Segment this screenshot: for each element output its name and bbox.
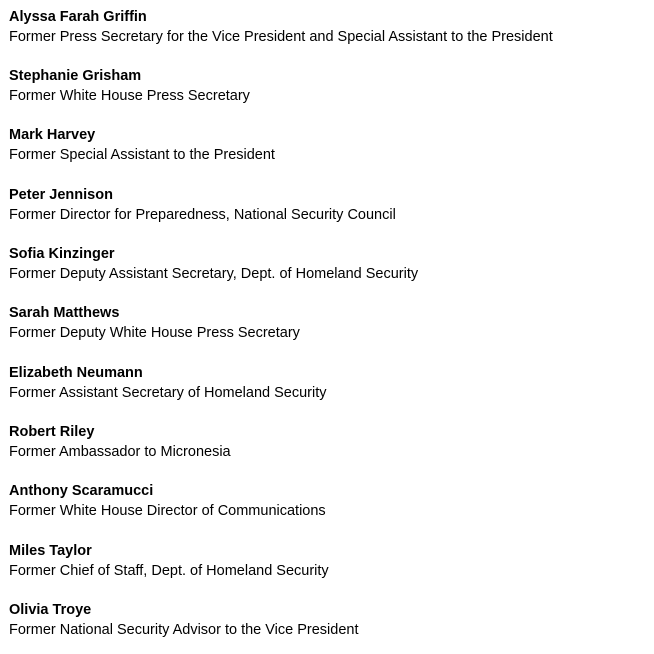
signatory-title: Former White House Director of Communications <box>9 503 326 519</box>
signatory-entry <box>9 126 649 164</box>
signatory-name: Miles Taylor <box>9 543 92 559</box>
signatory-entry <box>9 304 649 342</box>
signatory-name: Sarah Matthews <box>9 305 120 321</box>
signatory-name: Peter Jennison <box>9 187 113 203</box>
signatory-title: Former Special Assistant to the President <box>9 147 275 163</box>
signatory-name: Robert Riley <box>9 424 95 440</box>
signatory-entry <box>9 67 649 105</box>
signatory-name: Alyssa Farah Griffin <box>9 9 147 25</box>
signatory-entry <box>9 601 649 639</box>
signatory-title: Former Deputy White House Press Secretary <box>9 325 300 341</box>
signatory-name: Olivia Troye <box>9 602 92 618</box>
signatory-title: Former White House Press Secretary <box>9 88 250 104</box>
signatory-name: Mark Harvey <box>9 127 96 143</box>
signatory-entry <box>9 186 649 224</box>
signatory-title: Former Director for Preparedness, National Security Council <box>9 207 396 223</box>
signatory-name: Sofia Kinzinger <box>9 246 115 262</box>
signatory-entry <box>9 364 649 402</box>
signatory-title: Former Press Secretary for the Vice President and Special Assistant to the President <box>9 29 553 45</box>
signatory-entry <box>9 245 649 283</box>
signatory-title: Former Deputy Assistant Secretary, Dept. of Homeland Security <box>9 266 419 282</box>
signatory-entry <box>9 8 649 46</box>
signatory-title: Former National Security Advisor to the Vice President <box>9 622 359 638</box>
signatory-entry <box>9 542 649 580</box>
signatory-title: Former Ambassador to Micronesia <box>9 444 231 460</box>
signatory-entry <box>9 482 649 520</box>
signatory-title: Former Chief of Staff, Dept. of Homeland Security <box>9 563 329 579</box>
signatory-entry <box>9 423 649 461</box>
signatory-name: Stephanie Grisham <box>9 68 142 84</box>
signatory-name: Anthony Scaramucci <box>9 483 154 499</box>
signatory-title: Former Assistant Secretary of Homeland Security <box>9 385 327 401</box>
signatory-name: Elizabeth Neumann <box>9 365 143 381</box>
